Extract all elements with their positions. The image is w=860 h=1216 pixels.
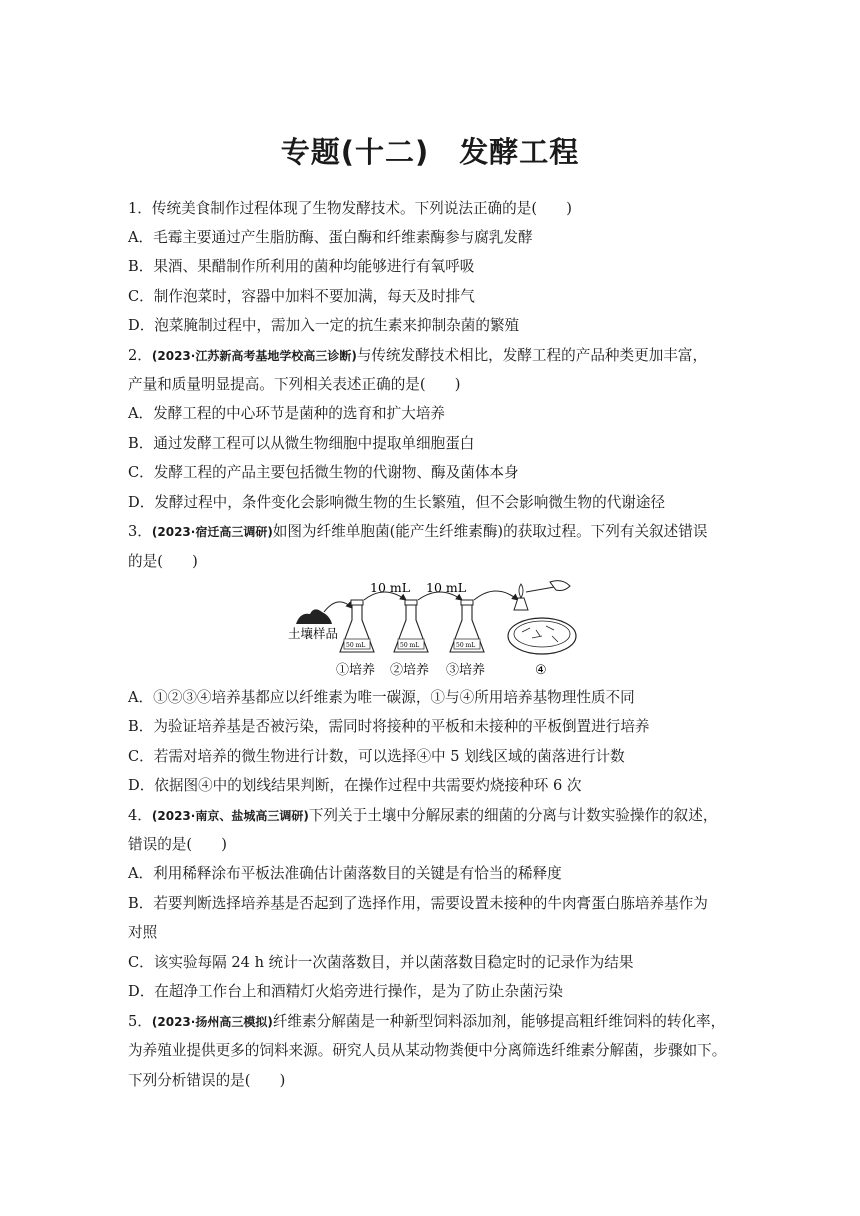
q3-option-b: B．为验证培养基是否被污染，需同时将接种的平板和未接种的平板倒置进行培养 bbox=[128, 718, 650, 735]
q4-option-c: C．该实验每隔 24 h 统计一次菌落数目，并以菌落数目稳定时的记录作为结果 bbox=[128, 954, 634, 971]
arrow-sample-to-flask1 bbox=[324, 602, 352, 612]
q2-number: 2． bbox=[128, 347, 152, 364]
flask-2-volume-label: 50 mL bbox=[400, 642, 420, 649]
q2-stem-line1 bbox=[128, 346, 738, 366]
flask-1-volume-label: 50 mL bbox=[346, 642, 366, 649]
q4-stem-line1 bbox=[128, 806, 738, 826]
spirit-lamp-icon bbox=[514, 584, 528, 610]
q3-number: 3． bbox=[128, 523, 152, 540]
q3-option-c: C．若需对培养的微生物进行计数，可以选择④中 5 划线区域的菌落进行计数 bbox=[128, 748, 625, 765]
q4-stem-line2: 错误的是( ) bbox=[128, 836, 227, 853]
page-title: 专题(十二) 发酵工程 bbox=[280, 135, 580, 169]
q5-source: (2023·扬州高三模拟) bbox=[151, 1015, 273, 1029]
transfer-volume-1: 10 mL bbox=[370, 580, 411, 595]
q4-number: 4． bbox=[128, 807, 152, 824]
q2-option-c: C．发酵工程的产品主要包括微生物的代谢物、酶及菌体本身 bbox=[128, 464, 519, 481]
flask-3-volume-label: 50 mL bbox=[456, 642, 476, 649]
q4-option-b-line1: B．若要判断选择培养基是否起到了选择作用，需要设置未接种的牛肉膏蛋白胨培养基作为 bbox=[128, 895, 708, 912]
soil-sample-icon bbox=[296, 609, 332, 624]
q2-stem-line2: 产量和质量明显提高。下列相关表述正确的是( ) bbox=[128, 376, 461, 393]
q4-stem-text: 下列关于土壤中分解尿素的细菌的分离与计数实验操作的叙述， bbox=[308, 807, 718, 824]
step-2-label: ②培养 bbox=[390, 663, 430, 678]
q2-option-b: B．通过发酵工程可以从微生物细胞中提取单细胞蛋白 bbox=[128, 435, 475, 452]
q5-number: 5． bbox=[128, 1013, 152, 1030]
flask-3-icon bbox=[450, 600, 484, 652]
flask-1-icon bbox=[340, 600, 374, 652]
inoculating-loop-hand-icon bbox=[526, 581, 570, 592]
q2-source: (2023·江苏新高考基地学校高三诊断) bbox=[151, 349, 357, 363]
soil-sample-label: 土壤样品 bbox=[288, 626, 339, 641]
q5-stem-line1 bbox=[128, 1012, 738, 1032]
q3-stem-text: 如图为纤维单胞菌(能产生纤维素酶)的获取过程。下列有关叙述错误 bbox=[272, 523, 708, 540]
q2-option-d: D．发酵过程中，条件变化会影响微生物的生长繁殖，但不会影响微生物的代谢途径 bbox=[128, 494, 666, 511]
q1-option-a: A．毛霉主要通过产生脂肪酶、蛋白酶和纤维素酶参与腐乳发酵 bbox=[128, 229, 533, 246]
flask-2-icon bbox=[394, 600, 428, 652]
q4-source: (2023·南京、盐城高三调研) bbox=[151, 809, 309, 823]
transfer-volume-2: 10 mL bbox=[426, 580, 467, 595]
q1-option-d: D．泡菜腌制过程中，需加入一定的抗生素来抑制杂菌的繁殖 bbox=[128, 317, 520, 334]
q5-stem-text: 纤维素分解菌是一种新型饲料添加剂，能够提高粗纤维饲料的转化率， bbox=[272, 1013, 726, 1030]
q3-source: (2023·宿迁高三调研) bbox=[151, 525, 273, 539]
step-4-label: ④ bbox=[535, 663, 547, 678]
q1-option-b: B．果酒、果醋制作所利用的菌种均能够进行有氧呼吸 bbox=[128, 258, 475, 275]
q1-option-c: C．制作泡菜时，容器中加料不要加满，每天及时排气 bbox=[128, 288, 475, 305]
q4-option-d: D．在超净工作台上和酒精灯火焰旁进行操作，是为了防止杂菌污染 bbox=[128, 983, 563, 1000]
arrow-flask3-to-plate bbox=[474, 591, 518, 600]
q2-option-a: A．发酵工程的中心环节是菌种的选育和扩大培养 bbox=[128, 405, 446, 422]
q4-option-b-line2: 对照 bbox=[128, 924, 158, 941]
q4-option-a: A．利用稀释涂布平板法准确估计菌落数目的关键是有恰当的稀释度 bbox=[128, 865, 562, 882]
step-1-label: ①培养 bbox=[336, 663, 376, 678]
q3-option-d: D．依据图④中的划线结果判断，在操作过程中共需要灼烧接种环 6 次 bbox=[128, 777, 582, 794]
petri-dish-icon bbox=[508, 618, 576, 654]
q5-stem-line2: 为养殖业提供更多的饲料来源。研究人员从某动物粪便中分离筛选纤维素分解菌，步骤如下。 bbox=[128, 1042, 727, 1059]
culture-process-figure bbox=[280, 578, 580, 682]
q2-stem-text: 与传统发酵技术相比，发酵工程的产品种类更加丰富， bbox=[356, 347, 708, 364]
q3-stem-line2: 的是( ) bbox=[128, 553, 198, 570]
q1-stem: 1．传统美食制作过程体现了生物发酵技术。下列说法正确的是( ) bbox=[128, 200, 572, 217]
q3-option-a: A．①②③④培养基都应以纤维素为唯一碳源，①与④所用培养基物理性质不同 bbox=[128, 689, 635, 706]
q5-stem-line3: 下列分析错误的是( ) bbox=[128, 1072, 286, 1089]
q3-stem-line1 bbox=[128, 522, 738, 542]
step-3-label: ③培养 bbox=[446, 663, 486, 678]
